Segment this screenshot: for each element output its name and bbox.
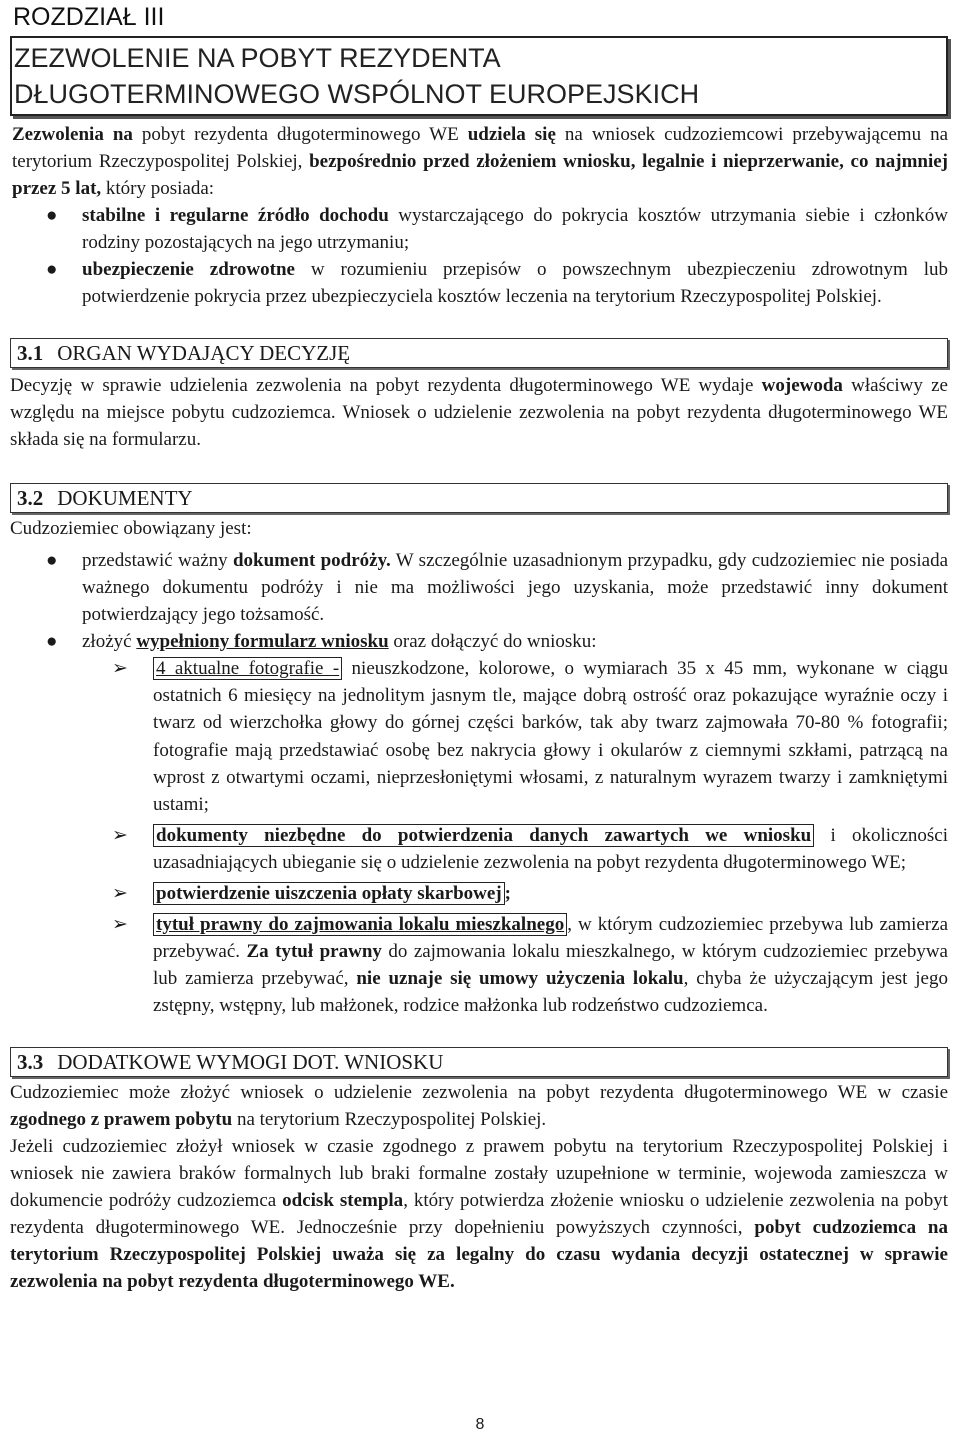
list-item [10, 547, 948, 628]
chapter-title-line-1: ZEZWOLENIE NA POBYT REZYDENTA [14, 43, 501, 73]
chapter-title-line-2: DŁUGOTERMINOWEGO WSPÓLNOT EUROPEJSKICH [14, 79, 700, 109]
attachments-list [10, 655, 948, 1019]
text: oraz dołączyć do wniosku: [388, 631, 597, 652]
section-heading-3-2 [10, 483, 948, 513]
text: Cudzoziemiec może złożyć wniosek o udzielenie zezwolenia na pobyt rezydenta długoterminowego WE w czasie [10, 1082, 948, 1104]
intro-bold-1: Zezwolenia na [12, 124, 133, 145]
bold-text: dokument podróży. [232, 550, 391, 571]
intro-paragraph [10, 121, 948, 202]
list-item [10, 655, 948, 818]
section-title: DOKUMENTY [57, 486, 193, 510]
text: , w którym cudzoziemiec przebywa lub zamierza przebywać. [153, 914, 949, 963]
requirement-bold: ubezpieczenie zdrowotne [82, 259, 295, 280]
bullet-dot-icon: ● [46, 631, 58, 652]
chapter-heading: ROZDZIAŁ III [13, 3, 165, 31]
document-page [10, 0, 948, 1295]
intro-text-1: pobyt rezydenta długoterminowego WE [132, 124, 468, 145]
list-item [10, 628, 948, 655]
boxed-text [153, 657, 342, 680]
bullet-dot-icon: ● [46, 550, 58, 571]
intro-text-3: który posiada: [101, 178, 215, 199]
chapter-title-box [10, 36, 948, 116]
list-item [10, 911, 948, 1019]
text: nieuszkodzone, kolorowe, o wymiarach 35 x 45 mm, wykonane w ciągu ostatnich 6 miesięcy na jednolitym jasnym tle, mające dobrą ostrość oraz pokazujące wyraźnie oczy i twarz od wierzchołka głowy do górnej części barków, tak aby twarz zajmowała 70-80 % fotografii; fotografie mają przedstawiać osobę bez nakrycia głowy i okularów z ciemnymi szkłami, patrzącą na wprost z otwartymi oczami, nieprzesłoniętymi włosami, z naturalnym wyrazem twarzy i zamkniętymi ustami; [153, 658, 948, 816]
section-number: 3.1 [17, 341, 44, 365]
bold-text: Za tytuł prawny [246, 941, 382, 963]
section-heading-3-1 [10, 338, 948, 368]
page-number: 8 [475, 1416, 485, 1433]
bold-underlined-text: wypełniony formularz wniosku [136, 631, 389, 652]
section-title: DODATKOWE WYMOGI DOT. WNIOSKU [57, 1050, 444, 1075]
text: do zajmowania lokalu mieszkalnego, w którym cudzoziemiec przebywa lub zamierza przebywać, [153, 941, 948, 990]
text: przedstawić ważny [82, 550, 233, 571]
text: złożyć [82, 631, 137, 652]
section-title: ORGAN WYDAJĄCY DECYZJĘ [57, 341, 351, 365]
list-item [10, 880, 948, 907]
requirements-list [10, 202, 948, 310]
bullet-dot-icon: ● [46, 205, 58, 226]
intro-text-2: na wniosek cudzoziemcowi przebywającemu na terytorium Rzeczypospolitej Polskiej, [12, 124, 949, 172]
text: i okoliczności uzasadniających ubieganie się o udzielenie zezwolenia na pobyt rezydenta długoterminowego WE; [153, 825, 948, 874]
boxed-bold-text: tytuł prawny do zajmowania lokalu mieszkalnego [153, 913, 567, 936]
bold-text: ; [504, 883, 511, 905]
list-item [10, 256, 948, 310]
text: , chyba że użyczającym jest jego zstępny, wstępny, lub małżonek, rodzice małżonka lub rodzeństwo cudzoziemca. [153, 968, 948, 1017]
arrow-bullet-icon: ➢ [112, 824, 128, 847]
boxed-bold-text: dokumenty niezbędne do potwierdzenia danych zawartych we wniosku [153, 824, 814, 847]
requirement-bold: stabilne i regularne źródło dochodu [82, 205, 389, 226]
section-3-3-paragraph-1 [10, 1079, 948, 1133]
bold-text: wojewoda [761, 375, 843, 396]
section-3-2-lead: Cudzoziemiec obowiązany jest: [10, 518, 252, 539]
arrow-bullet-icon: ➢ [112, 913, 128, 936]
section-3-1-paragraph [10, 372, 948, 453]
arrow-bullet-icon: ➢ [112, 657, 128, 679]
arrow-bullet-icon: ➢ [112, 882, 128, 905]
section-heading-3-3 [10, 1047, 948, 1077]
text: W szczególnie uzasadnionym przypadku, gdy cudzoziemiec nie posiada ważnego dokumentu podróży i nie ma możliwości jego uzyskania, może przedstawić inny dokument potwierdzający jego tożsamość. [82, 550, 948, 625]
bold-text: pobyt cudzoziemca na terytorium Rzeczypospolitej Polskiej uważa się za legalny do czasu wydania decyzji ostatecznej w sprawie zezwolenia na pobyt rezydenta długoterminowego WE. [10, 1217, 948, 1293]
text: na terytorium Rzeczypospolitej Polskiej. [232, 1109, 547, 1131]
list-item [10, 202, 948, 256]
underlined-text: 4 aktualne fotografie [156, 658, 333, 679]
requirement-text: w rozumieniu przepisów o powszechnym ubezpieczeniu zdrowotnym lub potwierdzenie pokrycia przez ubezpieczyciela kosztów leczenia na terytorium Rzeczypospolitej Polskiej. [82, 259, 949, 307]
documents-list [10, 547, 948, 655]
section-number: 3.2 [17, 486, 44, 510]
text: właściwy ze względu na miejsce pobytu cudzoziemca. Wniosek o udzielenie zezwolenia na pobyt rezydenta długoterminowego WE składa się na formularzu. [10, 375, 948, 450]
list-item [10, 822, 948, 876]
text: Jeżeli cudzoziemiec złożył wniosek w czasie zgodnego z prawem pobytu na terytorium Rzeczypospolitej Polskiej i wniosek nie zawiera braków formalnych lub braki formalne zostały uzupełnione w terminie, wojewoda zamieszcza w dokumencie podróży cudzoziemca [10, 1136, 948, 1212]
intro-bold-2: udziela się [467, 124, 556, 145]
section-number: 3.3 [17, 1050, 44, 1075]
bold-text: nie uznaje się umowy użyczenia lokalu [356, 968, 684, 990]
bold-text: odcisk stempla [282, 1190, 404, 1212]
text: , który potwierdza złożenie wniosku o udzielenie zezwolenia na pobyt rezydenta długoterminowego WE. Jednocześnie przy dopełnieniu powyższych czynności, [10, 1190, 948, 1239]
bold-text: zgodnego z prawem pobytu [10, 1109, 233, 1131]
intro-bold-3: bezpośrednio przed złożeniem wniosku, legalnie i nieprzerwanie, co najmniej przez 5 lat, [12, 151, 948, 199]
boxed-bold-text: potwierdzenie uiszczenia opłaty skarbowej [153, 882, 505, 905]
dash: - [332, 658, 340, 679]
section-3-3-paragraph-2 [10, 1133, 948, 1295]
requirement-text: wystarczającego do pokrycia kosztów utrzymania siebie i członków rodziny pozostających na jego utrzymaniu; [82, 205, 948, 253]
text: Decyzję w sprawie udzielenia zezwolenia na pobyt rezydenta długoterminowego WE wydaje [10, 375, 762, 396]
bullet-dot-icon: ● [46, 259, 58, 280]
